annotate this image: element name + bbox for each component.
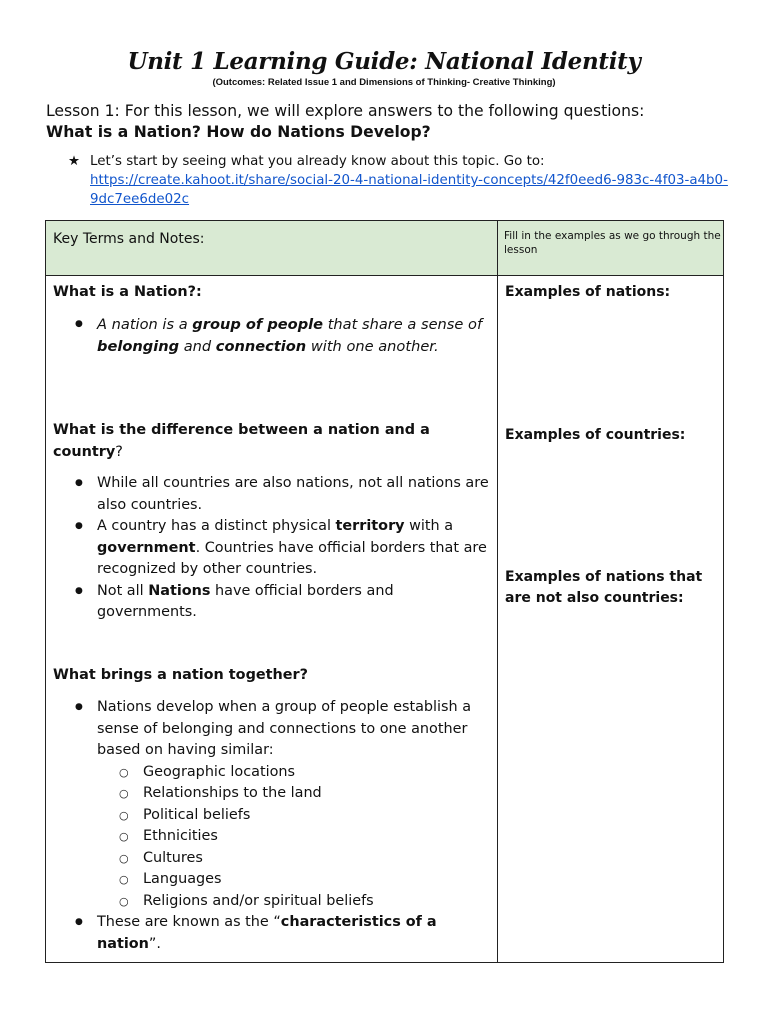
list-item: ○ Ethnicities (97, 826, 493, 848)
nation-heading: What is a Nation?: (53, 284, 202, 300)
key-terms-header: Key Terms and Notes: (46, 221, 498, 276)
lesson-line-1: Lesson 1: For this lesson, we will explore answers to the following questions: (46, 102, 645, 120)
outcomes-subtitle: (Outcomes: Related Issue 1 and Dimensions of Thinking- Creative Thinking) (212, 77, 556, 88)
list-item: ○ Cultures (97, 848, 493, 870)
nation-definition-list (53, 314, 483, 357)
lesson-line-2: What is a Nation? How do Nations Develop? (46, 123, 431, 141)
list-item: ○ Relationships to the land (97, 783, 493, 805)
list-item: ○ Languages (97, 869, 493, 891)
page-title: Unit 1 Learning Guide: National Identity (127, 48, 641, 75)
list-item: ● A country has a distinct physical territory with a government. Countries have official borders that are recognized by other countries. (53, 516, 493, 581)
list-item: ○ Geographic locations (97, 762, 493, 784)
list-item: ● Not all Nations have official borders and governments. (53, 581, 493, 624)
list-item: ○ Political beliefs (97, 805, 493, 827)
list-item: ● These are known as the “characteristics of a nation”. (53, 912, 493, 955)
examples-of-nations: Examples of nations: (505, 284, 671, 300)
table-header-row (46, 221, 724, 276)
notes-cell (46, 276, 498, 963)
examples-of-countries: Examples of countries: (505, 427, 686, 443)
table-body-row (46, 276, 724, 963)
difference-list (53, 473, 493, 624)
list-item: ● Nations develop when a group of people establish a sense of belonging and connections to one another based on having similar: ○ Geographic locations ○ Relationships to the land ○ Political beliefs ○ Ethnicities ○ Cultures ○ Languages ○ Religions and/or spiritual beliefs (53, 697, 493, 912)
together-list (53, 697, 493, 955)
examples-of-stateless-nations: Examples of nations that are not also countries: (505, 569, 703, 606)
together-heading: What brings a nation together? (53, 667, 308, 683)
list-item: ● While all countries are also nations, not all nations are also countries. (53, 473, 493, 516)
star-icon: ★ (68, 154, 81, 169)
intro-text: Let’s start by seeing what you already know about this topic. Go to: (90, 154, 545, 169)
examples-cell (498, 276, 724, 963)
kahoot-link[interactable]: https://create.kahoot.it/share/social-20-4-national-identity-concepts/42f0eed6-983c-4f03-a4b0-9dc7ee6de02c (90, 173, 728, 207)
examples-header: Fill in the examples as we go through the lesson (498, 221, 724, 276)
intro-bullet (68, 152, 728, 209)
list-item: ○ Religions and/or spiritual beliefs (97, 891, 493, 913)
notes-table (45, 220, 724, 963)
characteristics-list (97, 762, 493, 913)
difference-heading: What is the difference between a nation and a country? (53, 422, 430, 460)
lesson-intro (46, 101, 746, 143)
list-item: ● A nation is a group of people that share a sense of belonging and connection with one another. (53, 314, 483, 357)
